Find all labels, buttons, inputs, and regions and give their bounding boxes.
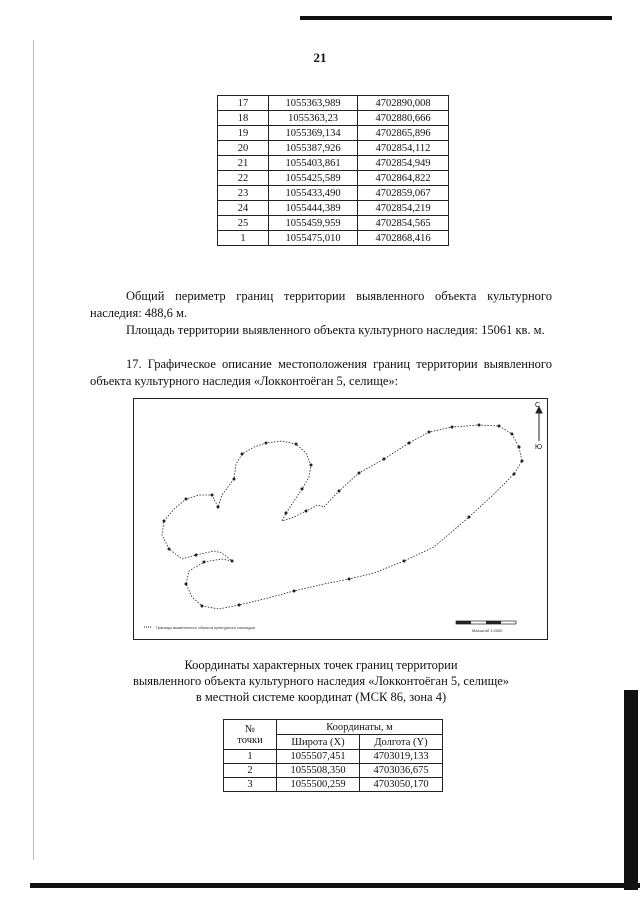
scale-label: Масштаб 1:2000 (472, 628, 503, 633)
longitude-cell: 4702854,219 (358, 201, 449, 216)
longitude-cell: 4703050,170 (360, 778, 443, 792)
scan-artifact-bottom (30, 883, 640, 888)
longitude-cell: 4702854,112 (358, 141, 449, 156)
coordinates-caption-line-1: Координаты характерных точек границ территории (184, 658, 458, 672)
coordinates-table-continued (217, 95, 449, 246)
table-header-row (224, 720, 443, 735)
latitude-cell: 1055387,926 (269, 141, 358, 156)
longitude-cell: 4702854,949 (358, 156, 449, 171)
point-number-cell: 20 (218, 141, 269, 156)
table-row (224, 750, 443, 764)
longitude-cell: 4702880,666 (358, 111, 449, 126)
longitude-cell: 4702890,008 (358, 96, 449, 111)
table-row (224, 778, 443, 792)
table-row (218, 171, 449, 186)
header-point: точки (237, 734, 263, 746)
page-number: 21 (313, 50, 327, 65)
longitude-cell: 4703019,133 (360, 750, 443, 764)
table-row (218, 231, 449, 246)
point-number-cell: 23 (218, 186, 269, 201)
area-paragraph: Площадь территории выявленного объекта культурного наследия: 15061 кв. м. (126, 323, 545, 337)
point-number-cell: 18 (218, 111, 269, 126)
point-number-cell: 17 (218, 96, 269, 111)
scan-artifact-right (624, 690, 638, 890)
latitude-cell: 1055475,010 (269, 231, 358, 246)
latitude-cell: 1055363,989 (269, 96, 358, 111)
south-label: Ю (535, 444, 543, 451)
latitude-cell: 1055444,389 (269, 201, 358, 216)
latitude-cell: 1055433,490 (269, 186, 358, 201)
point-number-cell: 3 (224, 778, 277, 792)
table-row (218, 111, 449, 126)
table-row (224, 764, 443, 778)
table-row (218, 96, 449, 111)
latitude-cell: 1055508,350 (277, 764, 360, 778)
boundary-map-drawing (134, 399, 547, 639)
latitude-cell: 1055500,259 (277, 778, 360, 792)
perimeter-paragraph: Общий периметр границ территории выявленного объекта культурного наследия: 488,6 м. (90, 289, 552, 320)
latitude-cell: 1055369,134 (269, 126, 358, 141)
point-number-cell: 1 (224, 750, 277, 764)
boundary-map (133, 398, 548, 640)
north-label: С (535, 402, 541, 409)
longitude-cell: 4702859,067 (358, 186, 449, 201)
table-row (218, 126, 449, 141)
table-row (218, 156, 449, 171)
table-row (218, 216, 449, 231)
north-arrow (536, 407, 542, 441)
latitude-cell: 1055459,959 (269, 216, 358, 231)
coordinates-caption-line-3: в местной системе координат (МСК 86, зона 4) (195, 690, 447, 704)
point-number-cell: 2 (224, 764, 277, 778)
table-row (218, 201, 449, 216)
header-point-number (224, 720, 277, 750)
scan-artifact-left (33, 40, 34, 860)
table-row (218, 186, 449, 201)
legend-text: Границы выявленного объекта культурного наследия (156, 625, 255, 630)
point-number-cell: 25 (218, 216, 269, 231)
section-17-paragraph: 17. Графическое описание местоположения границ территории выявленного объекта культурного наследия «Локконтоёган 5, селище»: (90, 357, 552, 388)
latitude-cell: 1055507,451 (277, 750, 360, 764)
longitude-cell: 4702868,416 (358, 231, 449, 246)
point-number-cell: 1 (218, 231, 269, 246)
latitude-cell: 1055425,589 (269, 171, 358, 186)
header-coordinates: Координаты, м (277, 720, 443, 735)
longitude-cell: 4702864,822 (358, 171, 449, 186)
scale-bar (456, 621, 516, 624)
latitude-cell: 1055363,23 (269, 111, 358, 126)
longitude-cell: 4703036,675 (360, 764, 443, 778)
header-longitude: Долгота (Y) (360, 735, 443, 750)
header-latitude: Широта (X) (277, 735, 360, 750)
coordinates-table (223, 719, 443, 792)
point-number-cell: 24 (218, 201, 269, 216)
table-row (218, 141, 449, 156)
longitude-cell: 4702865,896 (358, 126, 449, 141)
point-number-cell: 21 (218, 156, 269, 171)
longitude-cell: 4702854,565 (358, 216, 449, 231)
point-number-cell: 19 (218, 126, 269, 141)
point-number-cell: 22 (218, 171, 269, 186)
scan-artifact-top (300, 16, 612, 20)
coordinates-caption-line-2: выявленного объекта культурного наследия «Локконтоёган 5, селище» (132, 674, 510, 688)
header-no: № (244, 723, 256, 735)
latitude-cell: 1055403,861 (269, 156, 358, 171)
